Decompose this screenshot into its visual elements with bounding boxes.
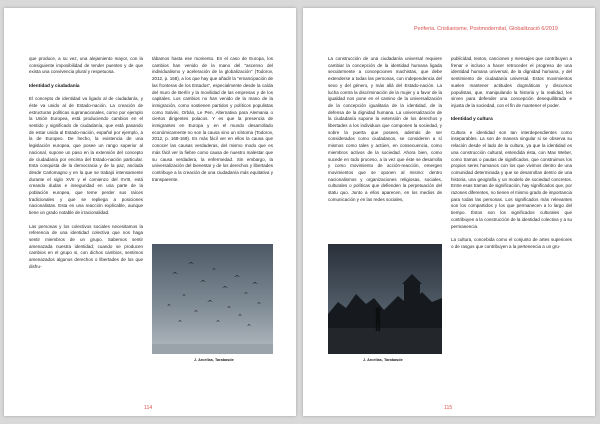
right-page: [303, 8, 595, 416]
paragraph: Las personas y los colectivos sociales necesitamos la referencia de una identidad colectiva que nos haga sentir miembros de un grupo. Sabemos sentir amenazada nuestra identidad, cuando se producen cambios en el grupo si, con dichos cambios, sentimos amenazados algunos derechos o libertades de los que disfru-: [29, 223, 143, 269]
photo-caption: J. Arcellas, Tarabasde: [363, 358, 403, 362]
photo-lone-figure: [328, 244, 442, 354]
right-column-2: [451, 56, 572, 257]
left-column-2: [152, 56, 273, 190]
photo-figure-image: [328, 244, 442, 354]
right-column-1: [328, 56, 442, 210]
section-heading: Identidad y cultura: [451, 116, 493, 122]
running-head: Periferia. Cristianisme, Postmodernitat, Globalització 6/2019: [414, 26, 558, 32]
page-number: 115: [444, 405, 453, 411]
paragraph: que produce, a su vez, una alejamiento mayor, con la consiguiente imposibilidad de tender puentes y de que exista una convivencia plural y respetuosa.: [29, 56, 143, 75]
left-column-1: [29, 56, 143, 277]
photo-caption: J. Arcellas, Tarabasde: [194, 358, 234, 362]
paragraph: tábamos hasta ese momento. En el caso de Europa, los cambios han venido de la mano del "ascenso del individualismo y aceleración de la globalización" (Todorov, 2012, p. 168), a los que hay que añadir la "emancipación de las fronteras de los Estados", especialmente desde la caída del muro de Berlín y la movilidad de las empresas y de los capitales. Los cambios no han venido de la mano de la inmigración, como sostienen partidos y políticos populistas como Salvini, Orbán, Le Pen, Alternativa para Alemania o ciertos dirigentes polacos. Y es que la presencia de inmigrantes en Europa y en el mundo desarrollado económicamente no son la causa sino un síntoma (Todorov, 2012, p. 168-169). Es más fácil ver en ellos la causa que conocer las causas verdaderas, del mismo modo que es más fácil ver la fiebre como causa de nuestro malestar que su causa verdadera, la enfermedad. Sin embargo, la universalización del bienestar y de los derechos y libertades contribuye a la creación de una ciudadanía más equitativa y transparente.: [152, 56, 273, 182]
paragraph: Cultura e identidad son tan interdependientes como inseparables. La son de manera singular si se observa su relación desde el lado de la cultura, ya que la identidad es una construcción cultural, entendida ésta, con Max Weber, como tramas o pautas de significados, que construimos los propios seres humanos con los que vivimos dentro de una comunidad determinada y que se desarrollan dentro de una historia, una geografía y un modelo de sociedad concretos. Entre esas tramas de significación, hay significados que, por razones diferentes, no tienen el mismo grado de importancia para todas las personas. Los significados más relevantes son los compartidos y los que permanecen a lo largo del tiempo. Éstos son los significados culturales que contribuyen a la construcción de la identidad colectiva y a su permanencia.: [451, 129, 572, 229]
paragraph: La cultura, concebida como el conjunto de artes superiores o de rasgos que contribuyen a la pertenencia a un gru-: [451, 236, 572, 249]
paragraph: La construcción de una ciudadanía universal requiere cambiar la concepción de la identidad humana ligada secularmente a concepciones machistas, que debe extenderse a todas las personas, con independencia del sexo y del género, y más allá del Estado-nación. La lucha contra la discriminación de la mujer y a favor de la igualdad nos pone en el camino de la universalización de la concepción igualitaria de la identidad, de la defensa de la dignidad humana. La universalización de la ciudadanía supone la extensión de los derechos y libertades a los individuos que componen la sociedad, y sobre la puerta que poseen, además de ser considerados como ciudadanos, se consideren a sí mismos como tales y actúen, en consecuencia, como miembros activos de la sociedad. Ahora bien, como sucede en todo proceso, a la vez que éste se desarrolla y como movimiento de acción-reacción, emergen movimientos que se oponen al mismo: dentro nacionalismos y organizaciones religiosas, sociales, culturales o políticas que defienden la perpetuación del statu quo. Junto a ellos aparecen, en los medios de comunicación y en las redes sociales,: [328, 56, 442, 202]
left-page: [4, 8, 296, 416]
paragraph: publicidad, textos, canciones y mensajes que contribuyen a frenar e incluso a hacer retroceder el progreso de una identidad humana universal, de la dignidad humana, y del sentimiento de ciudadanía universal. Estos movimientos suelen mantener actitudes dogmáticas y discursos populistas, que, manipulando la historia y la realidad, les sirven para defender una concepción desequilibrada e injusta de la sociedad, con el fin de mantener el poder.: [451, 56, 572, 108]
photo-birds-image: [152, 244, 273, 354]
paragraph: El concepto de identidad va ligado al de ciudadanía, y éste va unido al de Estado-nación. La creación de estructuras políticas supranacionales, como por ejemplo la Unión Europea, está produciendo cambios en el sentido y significado de ciudadanía, que está pasando de estar unida al Estado-nación, español por ejemplo, a la de Europeo. De hecho, la existencia de una legislación europea, que posee un rango superior al nacional, supone un paso en la extensión del concepto de ciudadanía por encima del Estado-nación particular. Esta conquista de la democracia y de la paz, anclada desde Carlomagno y en la que se trabajó intensamente durante el siglo XVII y el comienzo del XVIII, está creando dudas e inseguridad en una parte de la población europea, que teme perder sus raíces tradicionales y que se repliega a posiciones nacionalistas. Esta es una reacción explicable, aunque tiene un grado notable de irracionalidad.: [29, 96, 143, 216]
section-heading: Identidad y ciudadanía: [29, 82, 80, 88]
page-number: 114: [144, 405, 153, 411]
photo-birds-sky: [152, 244, 273, 354]
